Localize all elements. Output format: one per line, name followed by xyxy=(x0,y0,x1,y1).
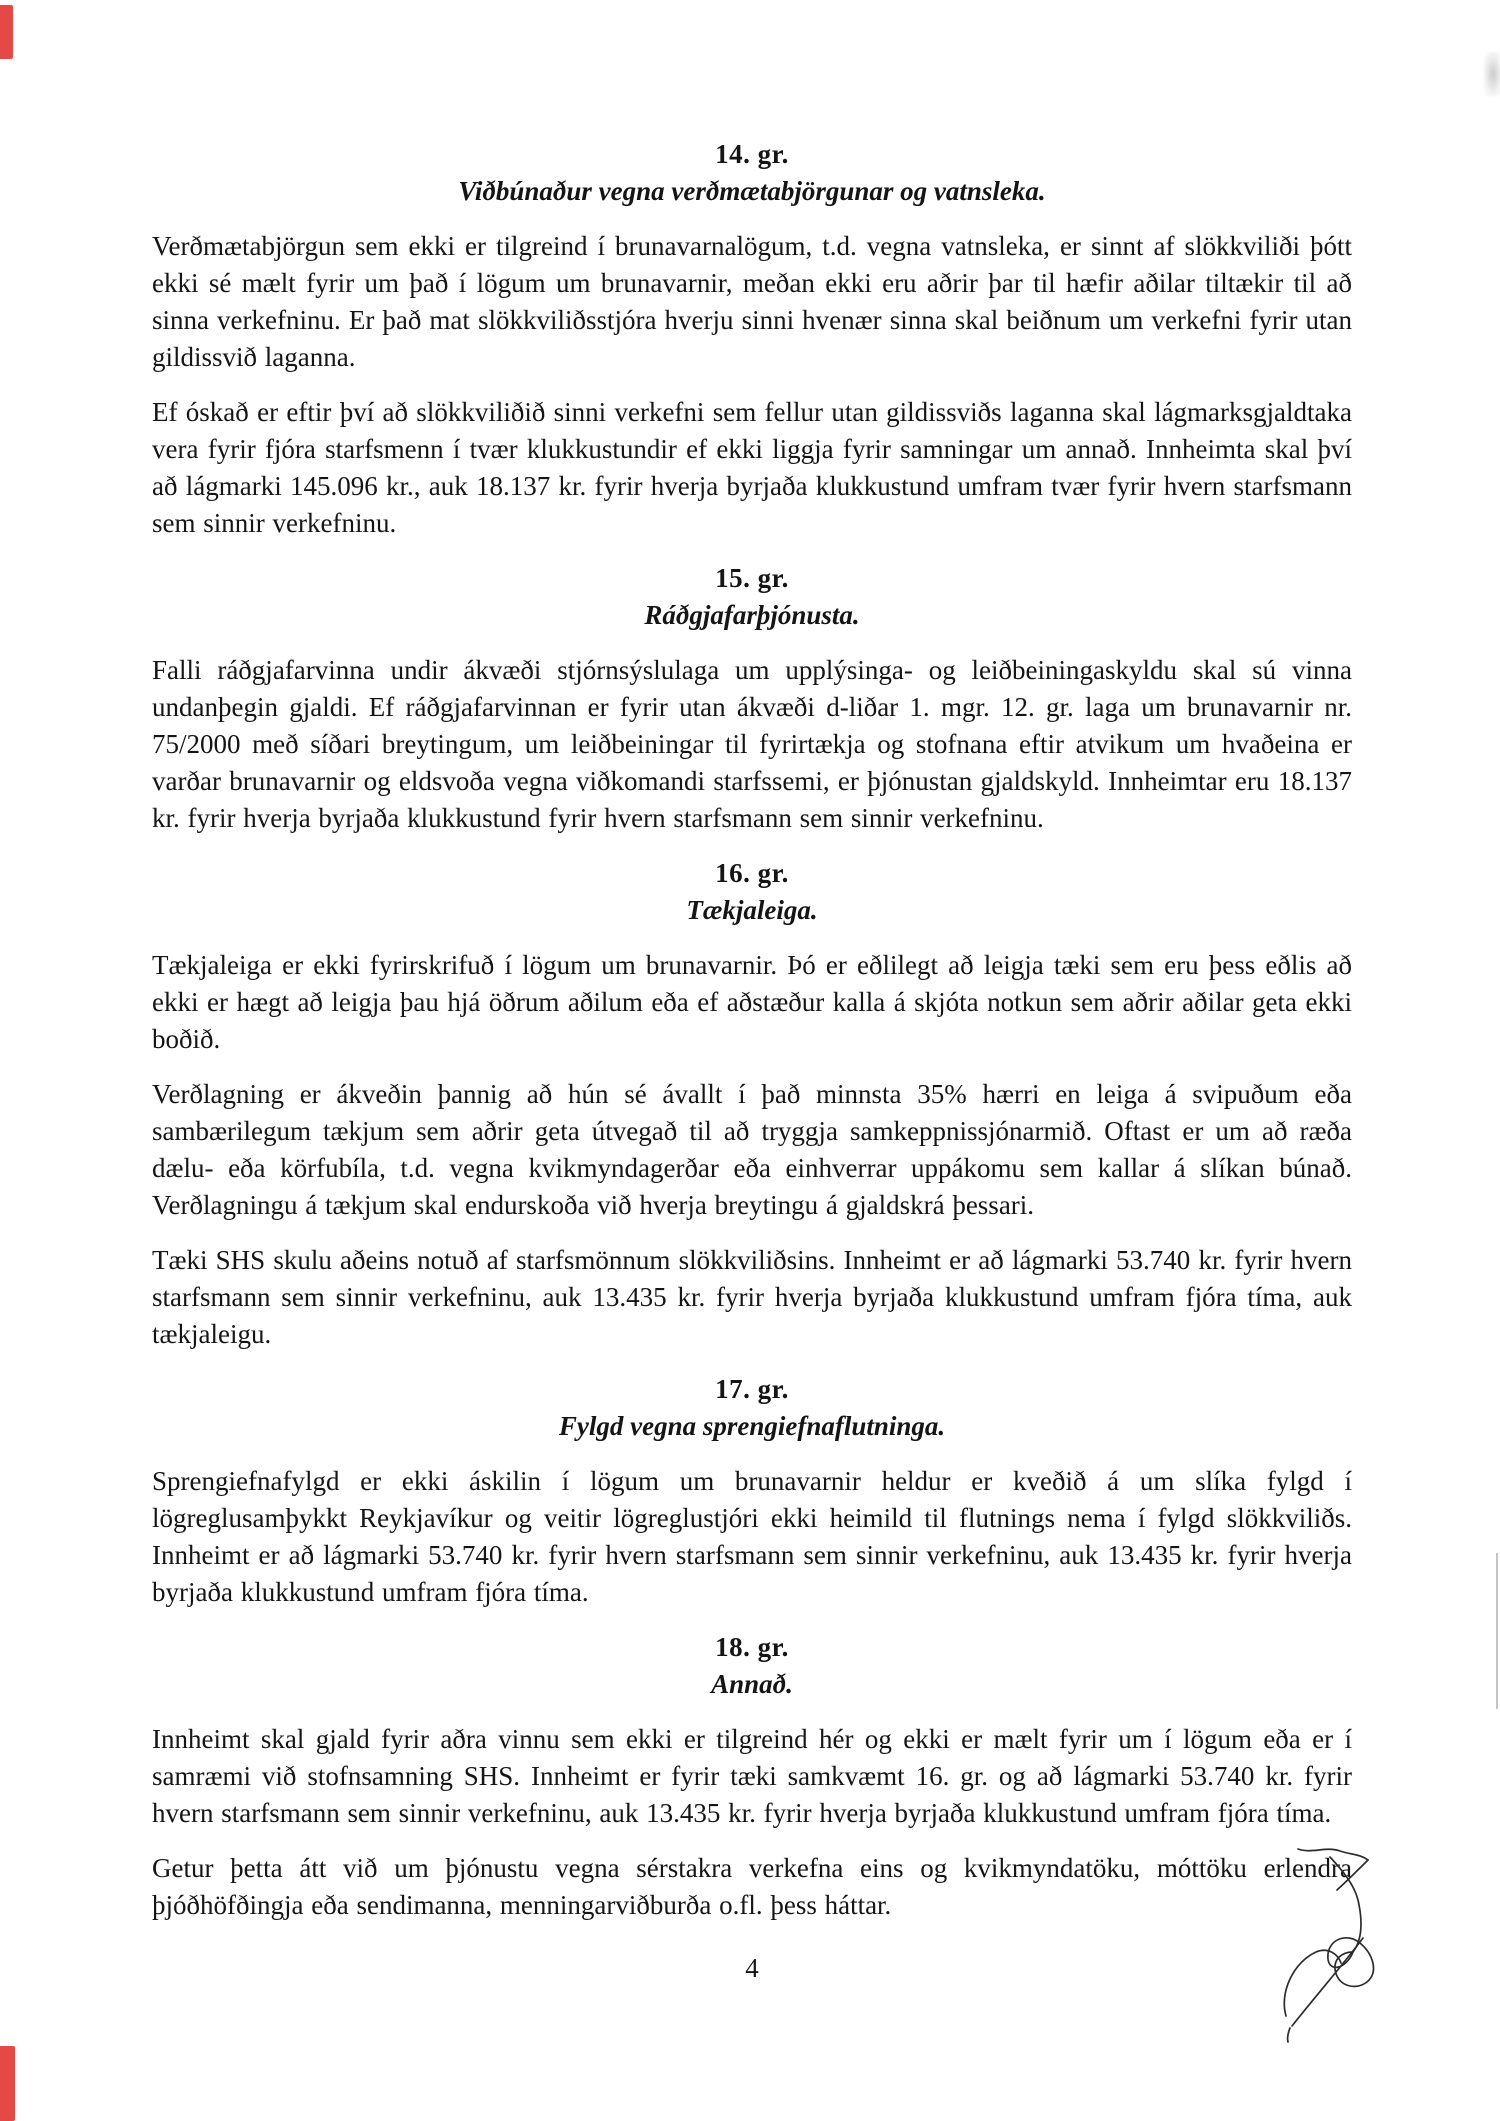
article-number: 15. gr. xyxy=(715,563,789,593)
scan-artifact-red-mark-top-left xyxy=(0,5,13,59)
paragraph: Innheimt skal gjald fyrir aðra vinnu sem ekki er tilgreind hér og ekki er mælt fyrir um í lögum eða er í samræmi við stofnsamning SHS. Innheimt er fyrir tæki samkvæmt 16. gr. og að lágmarki 53.740 kr. fyrir hvern starfsmann sem sinnir verkefninu, auk 13.435 kr. fyrir hverja byrjaða klukkustund umfram fjóra tíma. xyxy=(152,1724,1352,1828)
article-title: Tækjaleiga. xyxy=(686,895,818,925)
article-number: 18. gr. xyxy=(715,1632,789,1662)
article-number: 16. gr. xyxy=(715,858,789,888)
scan-artifact-smudge-top-right xyxy=(1484,52,1500,96)
article-section xyxy=(152,136,1352,542)
article-section xyxy=(152,560,1352,837)
paragraph: Tækjaleiga er ekki fyrirskrifuð í lögum um brunavarnir. Þó er eðlilegt að leigja tæki sem eru þess eðlis að ekki er hægt að leigja þau hjá öðrum aðilum eða ef aðstæður kalla á skjóta notkun sem aðrir aðilar geta ekki boðið. xyxy=(152,950,1352,1054)
handwritten-signature xyxy=(1180,1840,1500,2060)
sections-container xyxy=(152,136,1352,1924)
article-number: 14. gr. xyxy=(715,139,789,169)
scan-artifact-line-right-edge xyxy=(1496,1553,1498,1709)
article-title: Ráðgjafarþjónusta. xyxy=(644,600,860,630)
article-section xyxy=(152,1629,1352,1924)
paragraph: Verðmætabjörgun sem ekki er tilgreind í brunavarnalögum, t.d. vegna vatnsleka, er sinnt af slökkviliði þótt ekki sé mælt fyrir um það í lögum um brunavarnir, meðan ekki eru aðrir þar til hæfir aðilar tiltækir til að sinna verkefninu. Er það mat slökkviliðsstjóra hverju sinni hvenær sinna skal beiðnum um verkefni fyrir utan gildissvið laganna. xyxy=(152,231,1352,372)
article-section xyxy=(152,1371,1352,1611)
article-title: Annað. xyxy=(711,1669,793,1699)
article-title: Viðbúnaður vegna verðmætabjörgunar og vatnsleka. xyxy=(458,176,1046,206)
paragraph: Tæki SHS skulu aðeins notuð af starfsmönnum slökkviliðsins. Innheimt er að lágmarki 53.740 kr. fyrir hvern starfsmann sem sinnir verkefninu, auk 13.435 kr. fyrir hverja byrjaða klukkustund umfram fjóra tíma, auk tækjaleigu. xyxy=(152,1245,1352,1349)
scan-artifact-red-mark-bottom-left xyxy=(0,2046,15,2121)
paragraph: Sprengiefnafylgd er ekki áskilin í lögum um brunavarnir heldur er kveðið á um slíka fylgd í lögreglusamþykkt Reykjavíkur og veitir lögreglustjóri ekki heimild til flutnings nema í fylgd slökkviliðs. Innheimt er að lágmarki 53.740 kr. fyrir hvern starfsmann sem sinnir verkefninu, auk 13.435 kr. fyrir hverja byrjaða klukkustund umfram fjóra tíma. xyxy=(152,1466,1352,1607)
document-body xyxy=(152,136,1352,1987)
page-number: 4 xyxy=(745,1953,759,1983)
paragraph: Falli ráðgjafarvinna undir ákvæði stjórnsýslulaga um upplýsinga- og leiðbeiningaskyldu skal sú vinna undanþegin gjaldi. Ef ráðgjafarvinnan er fyrir utan ákvæði d-liðar 1. mgr. 12. gr. laga um brunavarnir nr. 75/2000 með síðari breytingum, um leiðbeiningar til fyrirtækja og stofnana eftir atvikum um hvaðeina er varðar brunavarnir og eldsvoða vegna viðkomandi starfssemi, er þjónustan gjaldskyld. Innheimtar eru 18.137 kr. fyrir hverja byrjaða klukkustund fyrir hvern starfsmann sem sinnir verkefninu. xyxy=(152,655,1352,833)
paragraph: Ef óskað er eftir því að slökkviliðið sinni verkefni sem fellur utan gildissviðs laganna skal lágmarksgjaldtaka vera fyrir fjóra starfsmenn í tvær klukkustundir ef ekki liggja fyrir samningar um annað. Innheimta skal því að lágmarki 145.096 kr., auk 18.137 kr. fyrir hverja byrjaða klukkustund umfram tvær fyrir hvern starfsmann sem sinnir verkefninu. xyxy=(152,397,1352,538)
article-title: Fylgd vegna sprengiefnaflutninga. xyxy=(558,1411,946,1441)
article-section xyxy=(152,855,1352,1353)
paragraph: Verðlagning er ákveðin þannig að hún sé ávallt í það minnsta 35% hærri en leiga á svipuðum eða sambærilegum tækjum sem aðrir geta útvegað til að tryggja samkeppnissjónarmið. Oftast er um að ræða dælu- eða körfubíla, t.d. vegna kvikmyndagerðar eða einhverrar uppákomu sem kallar á slíkan búnað. Verðlagningu á tækjum skal endurskoða við hverja breytingu á gjaldskrá þessari. xyxy=(152,1079,1352,1220)
article-number: 17. gr. xyxy=(715,1374,789,1404)
signature-icon xyxy=(1180,1840,1500,2060)
paragraph: Getur þetta átt við um þjónustu vegna sérstakra verkefna eins og kvikmyndatöku, móttöku erlendra þjóðhöfðingja eða sendimanna, menningarviðburða o.fl. þess háttar. xyxy=(152,1853,1352,1920)
